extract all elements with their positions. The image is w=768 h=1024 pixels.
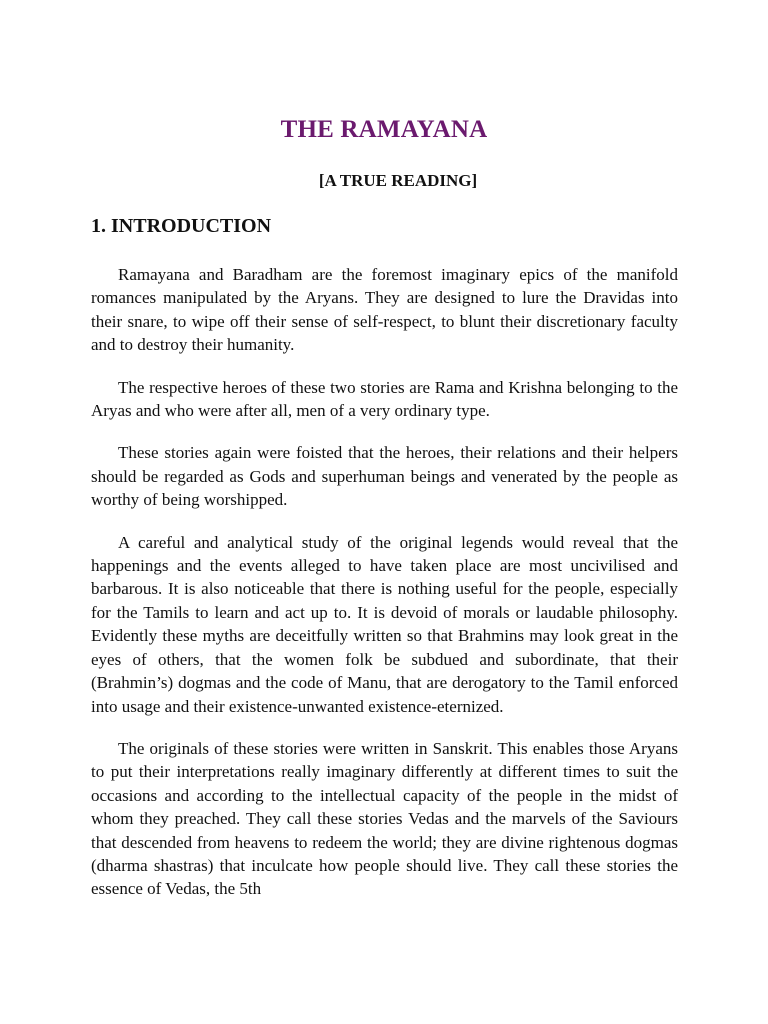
section-heading: 1. INTRODUCTION — [91, 215, 272, 237]
document-title: THE RAMAYANA — [280, 116, 488, 143]
paragraph-3: These stories again were foisted that the heroes, their relations and their helpers should be regarded as Gods and superhuman beings and venerated by the people as worthy of being worshipped. — [91, 443, 678, 510]
body-text — [91, 263, 678, 920]
paragraph-4: A careful and analytical study of the original legends would reveal that the happenings and the events alleged to have taken place are most uncivilised and barbarous. It is also noticeable that there is nothing useful for the people, especially for the Tamils to learn and act up to. It is devoid of morals or laudable philosophy. Evidently these myths are deceitfully written so that Brahmins may look great in the eyes of others, that the women folk be subdued and subordinate, that their (Brahmin’s) dogmas and the code of Manu, that are derogatory to the Tamil enforced into usage and their existence-unwanted existence-eternized. — [91, 532, 678, 716]
paragraph-2: The respective heroes of these two stories are Rama and Krishna belonging to the Aryas and who were after all, men of a very ordinary type. — [91, 377, 678, 421]
document-subtitle: [A TRUE READING] — [318, 171, 478, 190]
paragraph-5: The originals of these stories were written in Sanskrit. This enables those Aryans to put their interpretations really imaginary differently at different times to suit the occasions and according to the intellectual capacity of the people in the midst of whom they preached. They call these stories Vedas and the marvels of the Saviours that descended from heavens to redeem the world; they are divine rightenous dogmas (dharma shastras) that inculcate how people should live. They call these stories the essence of Vedas, the 5th — [91, 738, 678, 899]
paragraph-1: Ramayana and Baradham are the foremost imaginary epics of the manifold romances manipulated by the Aryans. They are designed to lure the Dravidas into their snare, to wipe off their sense of self-respect, to blunt their discretionary faculty and to destroy their humanity. — [91, 265, 678, 355]
